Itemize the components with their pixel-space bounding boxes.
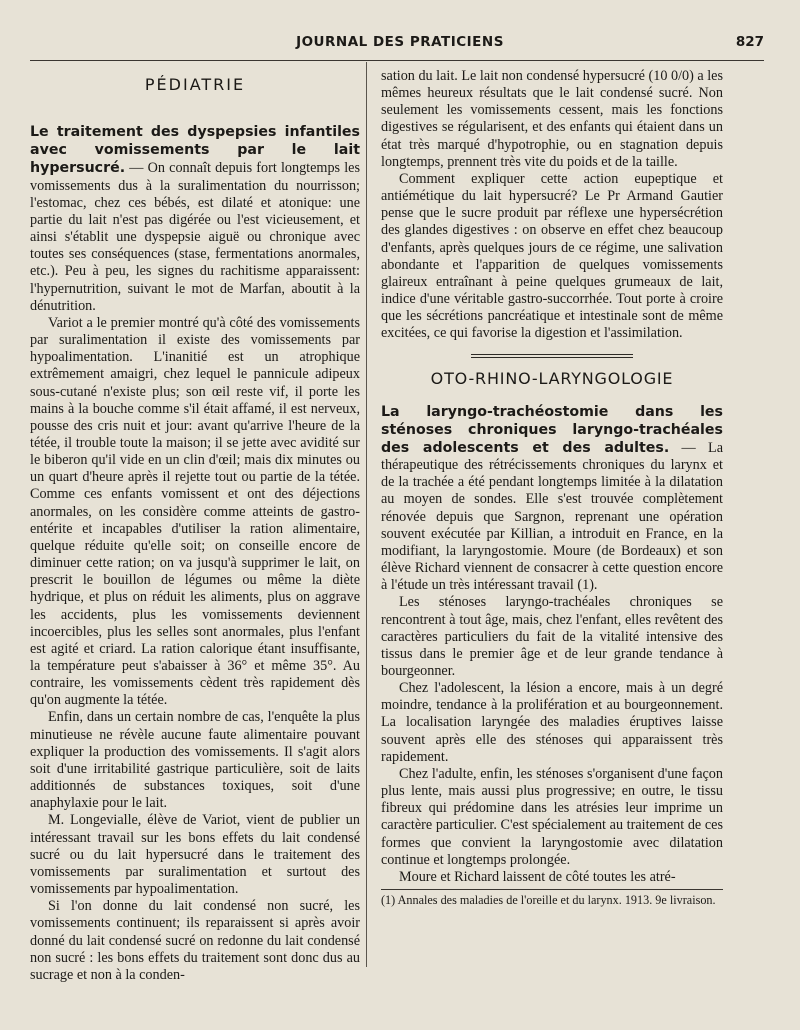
article-title: Le traitement des dyspepsies infantiles avec vomissements par le lait hypersucré. [30,124,360,177]
section-title-orl: OTO-RHINO-LARYNGOLOGIE [430,368,674,388]
paragraph: Les sténoses laryngo-trachéales chroniques se rencontrent à tout âge, mais, chez l'enfant, elles revêtent des caractères particuliers du fait de la vitalité intensive des tissus dans le premier âge et de leur grande tendance à bourgeonner. [381,594,723,679]
running-header [36,34,764,56]
paragraph: Chez l'adulte, enfin, les sténoses s'organisent d'une façon plus lente, mais aussi plus progressive; en outre, le tissu fibreux qui prédomine dans les atrésies leur imprime un caractère particulier. C'est spécialement au traitement de ces formes que convient la laryngostomie avec dilatation continue et longtemps prolongée. [381,765,723,868]
paragraph: Variot a le premier montré qu'à côté des vomissements par suralimentation il existe des vomissements par hypoalimentation. L'inanitié est un atrophique extrêmement amaigri, chez lequel le pannicule adipeux sous-cutané n'existe plus; son œil reste vif, il porte les mains à la bouche comme s'il était affamé, il est nerveux, pousse des cris nuit et jour: avant qu'arrive l'heure de la tétée, il trouble toute la maison; il se jette avec avidité sur le biberon qu'il vide en un clin d'œil; mais dix minutes ou un quart d'heure après il rejette tout ou partie de la tétée. Comme ces enfants vomissent et ont des déjections anormales, on les considère comme atteints de gastro-entérite et incapables d'utiliser la ration alimentaire, quelque réduite qu'elle soit; on conseille encore de diminuer cette ration; on va jusqu'à supprimer le lait, on prescrit le bouillon de légumes ou même la diète hydrique, et plus on réduit les aliments, plus on aggrave les accidents, plus les vomissements deviennent incoercibles, plus les selles sont anormales, plus l'enfant est agité et criard. La ration calorique étant insuffisante, la température peut s'abaisser à 36° et même 35°. Au contraire, les vomissements cèdent très rapidement dès qu'on augmente la tétée. [30,314,360,709]
paragraph: sation du lait. Le lait non condensé hypersucré (10 0/0) a les mêmes heureux résultats que le lait condensé sucré. Non seulement les vomissements cessent, mais les fonctions digestives se régularisent, et des enfants qui étaient dans un état très marqué d'hypotrophie, ou en stagnation depuis longtemps, prennent très vite du poids et de la taille. [381,68,723,170]
paragraph: Enfin, dans un certain nombre de cas, l'enquête la plus minutieuse ne révèle aucune faute alimentaire pouvant expliquer la production des vomissements. Il s'agit alors soit d'une irritabilité gastrique particulière, soit de laits additionnés de substances toxiques, soit d'une anaphylaxie pour le lait. [30,709,360,812]
footnote-rule [381,889,723,890]
footnote: (1) Annales des maladies de l'oreille et du larynx. 1913. 9e livraison. [381,893,716,908]
paragraph: Moure et Richard laissent de côté toutes les atré- [399,868,676,885]
section-separator [381,353,723,360]
paragraph: M. Longevialle, élève de Variot, vient de publier un intéressant travail sur les bons effets du lait condensé sucré ou du lait hypersucré dans le traitement des vomissements par suralimentation et surtout des vomissements par hypoalimentation. [30,812,360,898]
header-rule [30,60,764,61]
paragraph: Si l'on donne du lait condensé non sucré, les vomissements continuent; ils reparaissent si après avoir donné du lait condensé sucré on redonne du lait condensé non sucré : les bons effets du traitement sont donc dus au sucrage et non à la conden- [30,898,360,983]
paragraph [30,123,360,315]
article-title: La laryngo-trachéostomie dans les sténoses chroniques laryngo-trachéales des adolescents et des adultes. [381,403,723,456]
paragraph: Chez l'adolescent, la lésion a encore, mais à un degré moindre, tendance à la prolifération et au bourgeonnement. La localisation laryngée des maladies éruptives laisse souvent après elle des sténoses qui apparaissent très rapidement. [381,680,723,765]
paragraph-text: — La thérapeutique des rétrécissements chroniques du larynx et de la trachée a été pendant longtemps limitée à la dilatation au moyen de sondes. Elle s'est trouvée complètement rénovée depuis que Sargnon, reprenant une opération souvent exécutée par Killian, a introduit en France, en la modifiant, la laryngostomie. Moure (de Bordeaux) et son élève Richard viennent de consacrer à cette question encore à l'étude un très intéressant travail (1). [381,439,723,594]
paragraph-text: — On connaît depuis fort longtemps les vomissements dus à la suralimentation du nourrisson; l'estomac, chez ces bébés, est dilaté et atonique: une partie du lait n'est pas digérée ou l'est vicieusement, et ainsi s'établit une dyspepsie aiguë ou chronique avec toutes ses conséquences (stase, fermentations anormales, etc.). Peu à peu, les signes du rachitisme apparaissent: l'hypernutrition, suivant le mot de Marfan, aboutit à la dénutrition. [30,160,360,314]
journal-title: JOURNAL DES PRATICIENS [296,34,504,50]
right-column [381,68,723,907]
section-title-pediatrie: PÉDIATRIE [144,75,246,94]
left-column [30,68,360,984]
page-number: 827 [735,34,764,50]
column-divider [366,62,367,967]
paragraph: Comment expliquer cette action eupeptique et antiémétique du lait hypersucré? Le Pr Armand Gautier pense que le sucre produit par réflexe une hypersécrétion des glandes digestives : on observe en effet chez beaucoup d'enfants, après quelques jours de ce régime, une salivation abondante et l'apparition de quelques vomissements glaireux entraînant à peine quelques grumeaux de lait, indice d'une véritable gastro-succorrhée. Tout porte à croire que les sécrétions pancréatique et intestinale sont de même excitées, ce qui favorise la digestion et l'assimilation. [381,170,723,342]
paragraph [381,403,723,595]
